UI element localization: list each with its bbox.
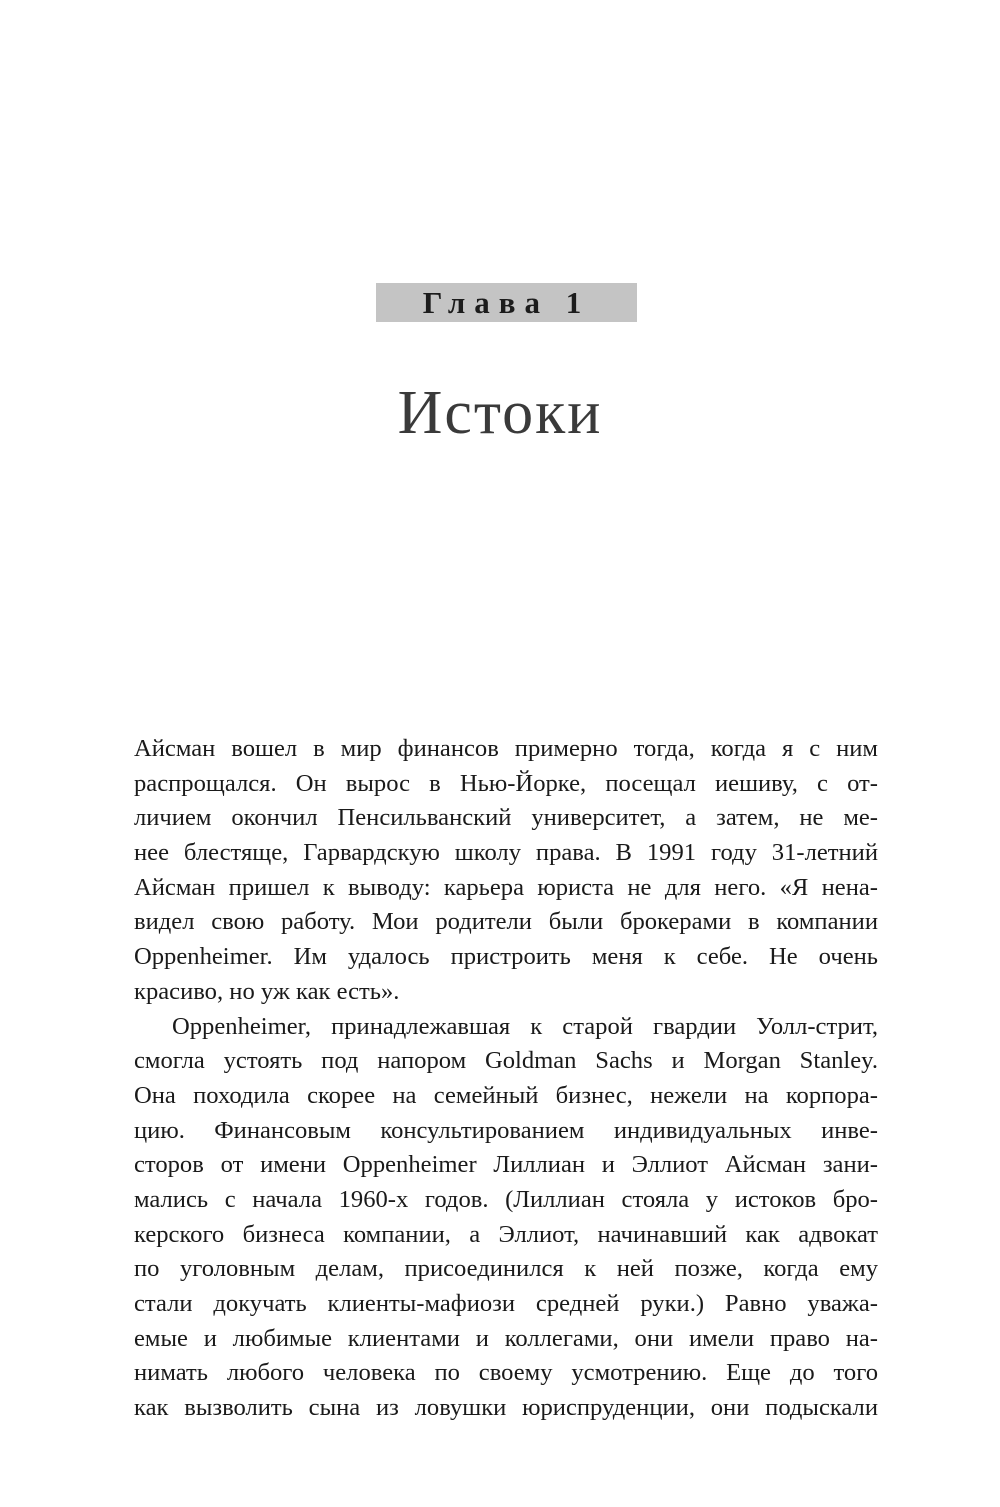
text-line: Айсман вошел в мир финансов примерно тогда, когда я с ним <box>134 735 878 762</box>
text-line: цию. Финансовым консультированием индивидуальных инве- <box>134 1116 878 1144</box>
chapter-title: Истоки <box>397 379 603 447</box>
text-line: Oppenheimer. Им удалось пристроить меня к себе. Не очень <box>134 943 878 971</box>
paragraph-1 <box>134 732 878 1010</box>
text-line: стали докучать клиенты-мафиози средней руки.) Равно уважа- <box>134 1290 878 1317</box>
text-line: Айсман пришел к выводу: карьера юриста не для него. «Я нена- <box>134 873 878 901</box>
text-line: видел свою работу. Мои родители были брокерами в компании <box>134 908 878 936</box>
text-line: керского бизнеса компании, а Эллиот, начинавший как адвокат <box>134 1220 878 1248</box>
text-line: емые и любимые клиентами и коллегами, они имели право на- <box>134 1324 878 1352</box>
chapter-label: Глава 1 <box>376 283 637 322</box>
text-line: личием окончил Пенсильванский университет, а затем, не ме- <box>134 804 878 832</box>
text-line: по уголовным делам, присоединился к ней позже, когда ему <box>134 1255 878 1283</box>
text-line: красиво, но уж как есть». <box>134 977 400 1005</box>
paragraph-2 <box>134 1010 878 1426</box>
text-line: смогла устоять под напором Goldman Sachs и Morgan Stanley. <box>134 1047 878 1075</box>
text-line: Oppenheimer, принадлежавшая к старой гвардии Уолл-стрит, <box>172 1012 878 1040</box>
body-text <box>134 732 878 1426</box>
text-line: как вызволить сына из ловушки юриспруденции, они подыскали <box>134 1394 878 1422</box>
text-line: сторов от имени Oppenheimer Лиллиан и Эллиот Айсман зани- <box>134 1151 878 1179</box>
text-line: Она походила скорее на семейный бизнес, нежели на корпора- <box>134 1081 878 1109</box>
text-line: распрощался. Он вырос в Нью-Йорке, посещал иешиву, с от- <box>134 769 878 797</box>
text-line: нимать любого человека по своему усмотрению. Еще до того <box>134 1359 878 1387</box>
text-line: мались с начала 1960-х годов. (Лиллиан стояла у истоков бро- <box>134 1185 878 1213</box>
text-line: нее блестяще, Гарвардскую школу права. В 1991 году 31-летний <box>134 839 878 867</box>
